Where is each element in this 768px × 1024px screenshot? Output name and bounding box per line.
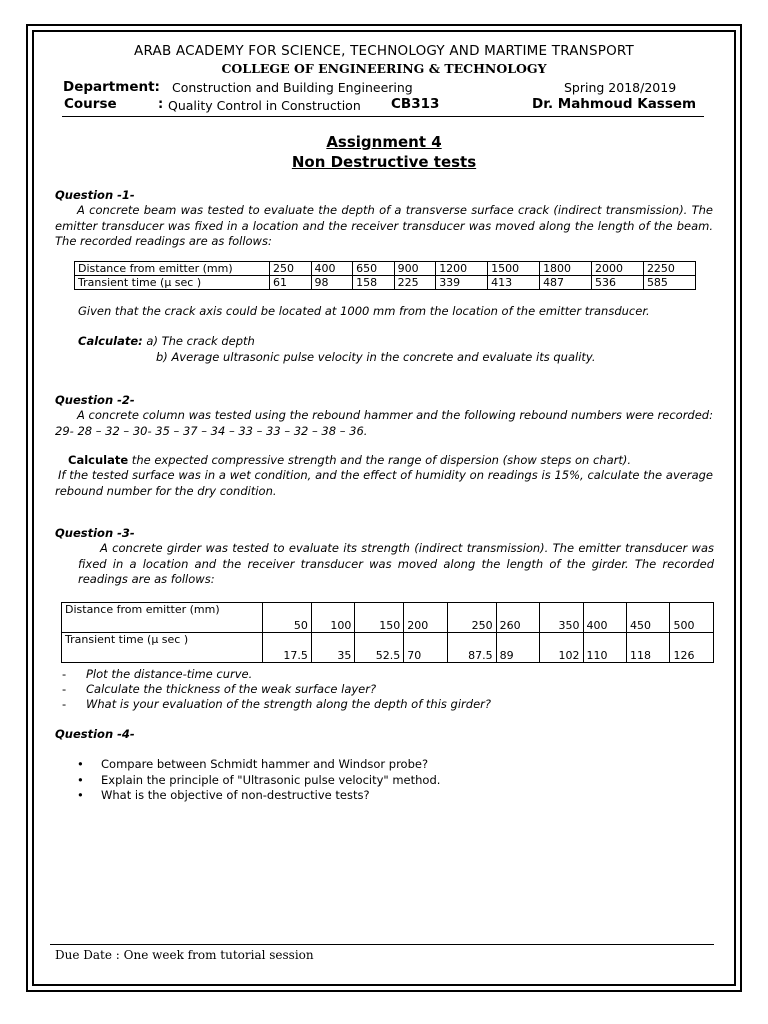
table-cell: 52.5 bbox=[355, 633, 404, 663]
table-cell: 100 bbox=[311, 603, 354, 633]
footer-divider bbox=[50, 944, 714, 945]
course-label: Course bbox=[64, 96, 117, 112]
list-item: - Plot the distance-time curve. bbox=[62, 667, 253, 681]
table-row bbox=[62, 603, 714, 633]
q1-readings-table bbox=[74, 261, 696, 290]
table-cell: 2250 bbox=[643, 262, 695, 276]
table-cell: 110 bbox=[583, 633, 626, 663]
table-cell: 70 bbox=[404, 633, 447, 663]
table-cell: 1500 bbox=[488, 262, 540, 276]
table-cell: 17.5 bbox=[263, 633, 312, 663]
q1-given: Given that the crack axis could be located at 1000 mm from the location of the emitter transducer. bbox=[78, 304, 650, 318]
q1-heading: Question -1- bbox=[55, 188, 135, 202]
assignment-subject: Non Destructive tests bbox=[291, 153, 477, 171]
table-cell: 585 bbox=[643, 276, 695, 290]
q3-readings-table bbox=[61, 602, 714, 663]
q1-calc-label: Calculate: bbox=[78, 334, 143, 348]
table-cell: 89 bbox=[496, 633, 539, 663]
table-cell: 260 bbox=[496, 603, 539, 633]
q3-heading: Question -3- bbox=[55, 526, 135, 540]
q4-list bbox=[75, 757, 440, 804]
table-cell: Transient time (µ sec ) bbox=[75, 276, 270, 290]
table-cell: 150 bbox=[355, 603, 404, 633]
table-cell: 1200 bbox=[436, 262, 488, 276]
academy-name: ARAB ACADEMY FOR SCIENCE, TECHNOLOGY AND MARTIME TRANSPORT bbox=[134, 43, 634, 59]
list-item: - Calculate the thickness of the weak surface layer? bbox=[62, 682, 377, 696]
page-border-inner bbox=[32, 30, 736, 986]
table-cell: 413 bbox=[488, 276, 540, 290]
table-cell: 102 bbox=[540, 633, 583, 663]
course-colon: : bbox=[158, 97, 164, 112]
table-row bbox=[75, 262, 696, 276]
q2-humidity: If the tested surface was in a wet condition, and the effect of humidity on readings is 15%, calculate the average rebound number for the dry condition. bbox=[55, 468, 713, 498]
assignment-title: Assignment 4 bbox=[326, 133, 442, 151]
table-cell: Distance from emitter (mm) bbox=[62, 603, 263, 633]
q2-calc-line bbox=[68, 453, 631, 469]
table-cell: 35 bbox=[311, 633, 354, 663]
due-date: Due Date : One week from tutorial session bbox=[55, 948, 314, 962]
department-label: Department: bbox=[63, 79, 160, 95]
q3-item-text: Plot the distance-time curve. bbox=[86, 667, 253, 681]
table-cell: 536 bbox=[592, 276, 644, 290]
q3-text: A concrete girder was tested to evaluate its strength (indirect transmission). The emitter transducer was fixed in a location and the receiver transducer was moved along the length of the girder. The recorded readings are as follows: bbox=[78, 541, 714, 586]
table-cell: Distance from emitter (mm) bbox=[75, 262, 270, 276]
q3-item-text: Calculate the thickness of the weak surface layer? bbox=[86, 682, 377, 696]
q1-calc-a: a) The crack depth bbox=[146, 334, 255, 348]
table-cell: 2000 bbox=[592, 262, 644, 276]
list-item: - What is your evaluation of the strength along the depth of this girder? bbox=[62, 697, 491, 711]
table-cell: 126 bbox=[670, 633, 714, 663]
table-cell: 900 bbox=[394, 262, 436, 276]
table-cell: 450 bbox=[627, 603, 670, 633]
instructor-name: Dr. Mahmoud Kassem bbox=[532, 96, 697, 112]
table-cell: 250 bbox=[447, 603, 496, 633]
table-cell: 400 bbox=[311, 262, 353, 276]
q1-calc-b: b) Average ultrasonic pulse velocity in the concrete and evaluate its quality. bbox=[156, 350, 596, 364]
table-cell: 87.5 bbox=[447, 633, 496, 663]
table-row bbox=[62, 633, 714, 663]
list-item: • What is the objective of non-destructive tests? bbox=[75, 788, 440, 804]
table-cell: 250 bbox=[270, 262, 312, 276]
table-row bbox=[75, 276, 696, 290]
department-value: Construction and Building Engineering bbox=[172, 80, 413, 95]
table-cell: 350 bbox=[540, 603, 583, 633]
table-cell: 158 bbox=[353, 276, 395, 290]
table-cell: 200 bbox=[404, 603, 447, 633]
q2-calc-label: Calculate bbox=[68, 453, 129, 467]
table-cell: 225 bbox=[394, 276, 436, 290]
course-code: CB313 bbox=[391, 96, 440, 112]
q2-calc-text: the expected compressive strength and the range of dispersion (show steps on chart). bbox=[128, 453, 631, 467]
q2-text: A concrete column was tested using the rebound hammer and the following rebound numbers were recorded: 29- 28 – 32 – 30- 35 – 37 – 34 – 33 – 33 – 32 – 38 – 36. bbox=[55, 408, 713, 438]
table-cell: 650 bbox=[353, 262, 395, 276]
q3-item-text: What is your evaluation of the strength along the depth of this girder? bbox=[86, 697, 491, 711]
course-value: Quality Control in Construction bbox=[168, 98, 361, 113]
table-cell: 50 bbox=[263, 603, 312, 633]
q2-heading: Question -2- bbox=[55, 393, 135, 407]
q1-calc-line bbox=[78, 334, 255, 350]
table-cell: 1800 bbox=[540, 262, 592, 276]
table-cell: Transient time (µ sec ) bbox=[62, 633, 263, 663]
table-cell: 487 bbox=[540, 276, 592, 290]
table-cell: 400 bbox=[583, 603, 626, 633]
q1-text: A concrete beam was tested to evaluate the depth of a transverse surface crack (indirect transmission). The emitter transducer was fixed in a location and the receiver transducer was moved along the length of the beam. The recorded readings are as follows: bbox=[55, 203, 713, 248]
college-name: COLLEGE OF ENGINEERING & TECHNOLOGY bbox=[221, 61, 547, 76]
table-cell: 500 bbox=[670, 603, 714, 633]
table-cell: 339 bbox=[436, 276, 488, 290]
semester: Spring 2018/2019 bbox=[564, 80, 677, 95]
table-cell: 61 bbox=[270, 276, 312, 290]
list-item: • Explain the principle of "Ultrasonic pulse velocity" method. bbox=[75, 773, 440, 789]
table-cell: 98 bbox=[311, 276, 353, 290]
table-cell: 118 bbox=[627, 633, 670, 663]
q4-heading: Question -4- bbox=[55, 727, 135, 741]
list-item: • Compare between Schmidt hammer and Windsor probe? bbox=[75, 757, 440, 773]
